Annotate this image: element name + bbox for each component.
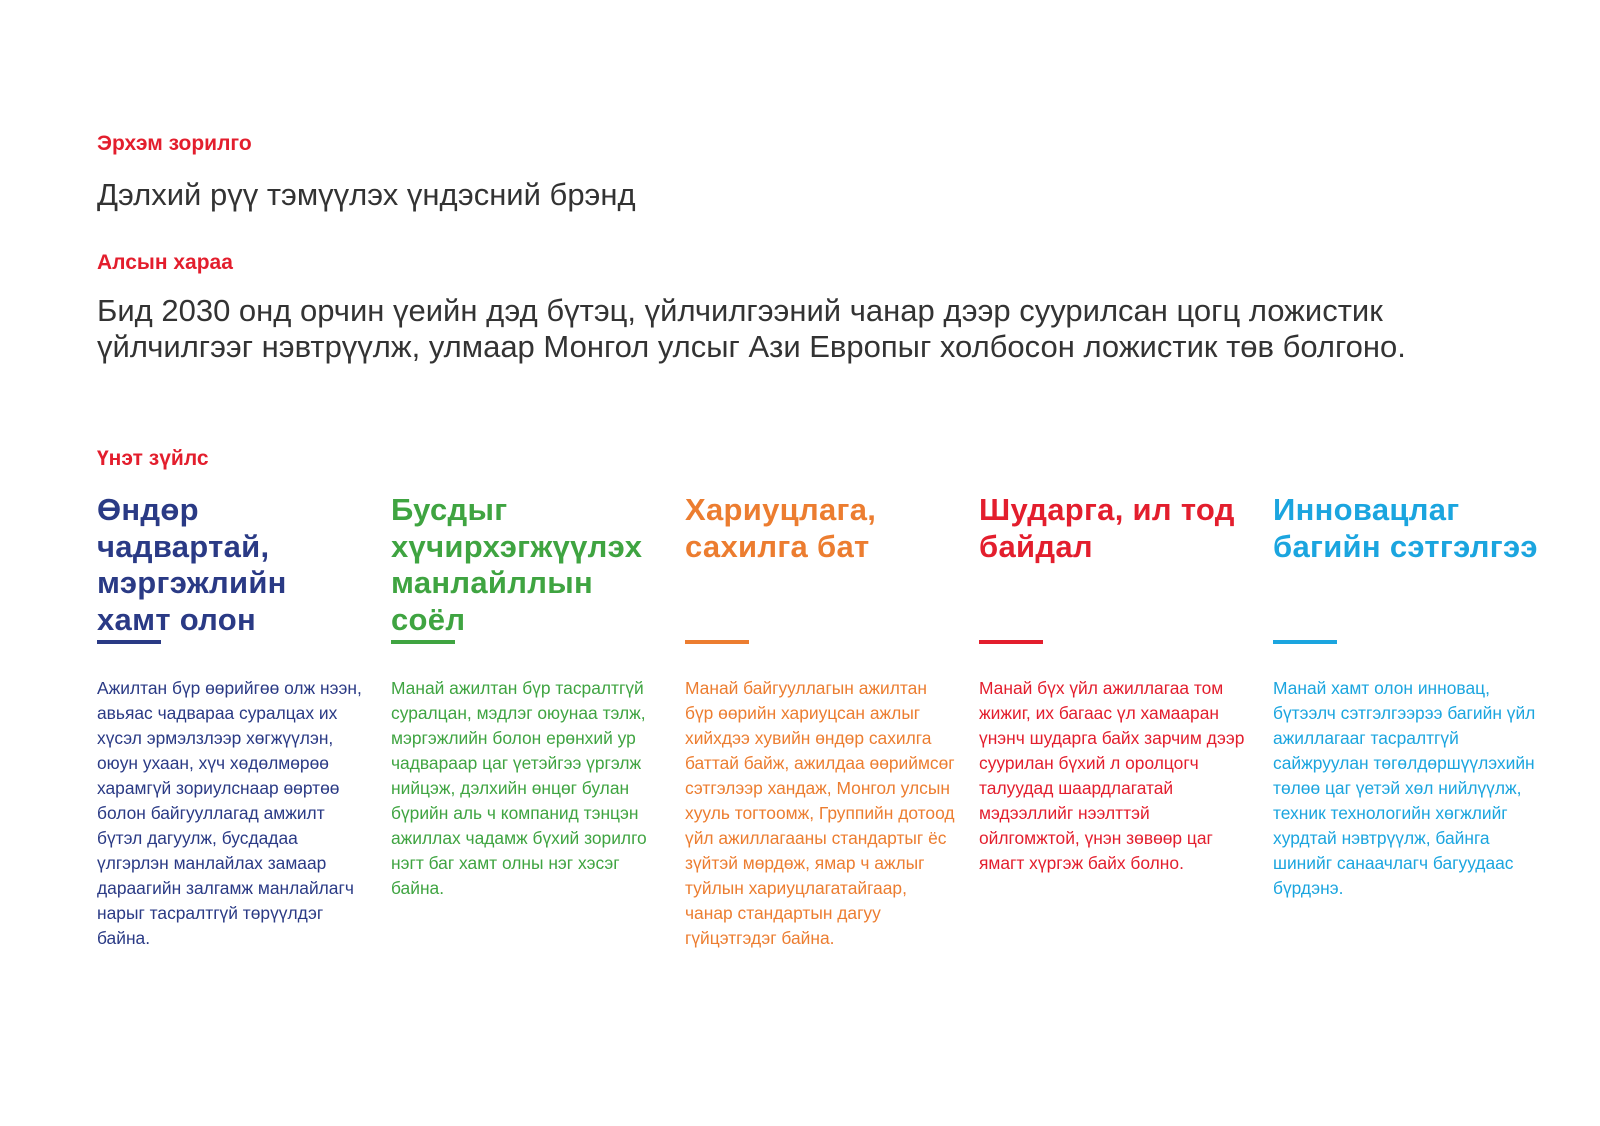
value-description: Ажилтан бүр өөрийгөө олж нээн, авьяас чадвараа суралцах их хүсэл эрмэлзлээр хөгжүүлэн, оюун ухаан, хүч хөдөлмөрөө харамгүй зориулснаар өөртөө болон байгууллагад амжилт бүтэл дагуулж, бусдадаа үлгэрлэн манлайлах замаар дараагийн залгамж манлайлагч нарыг тасралтгүй төрүүлдэг байна.	[97, 678, 362, 948]
value-accent-bar	[391, 640, 455, 644]
value-column-2	[391, 492, 663, 901]
value-title: Бусдыг хүчирхэгжүүлэх манлайллын соёл	[391, 492, 643, 637]
value-column-4	[979, 492, 1251, 876]
value-accent-bar	[97, 640, 161, 644]
value-accent-bar	[1273, 640, 1337, 644]
value-description: Манай бүх үйл ажиллагаа том жижиг, их багаас үл хамааран үнэнч шударга байх зарчим дээр суурилан бүхий л оролцогч талуудад шаардлагатай мэдээллийг нээлттэй ойлгомжтой, үнэн зөвөөр цаг ямагт хүргэж байх болно.	[979, 678, 1245, 873]
values-grid	[97, 492, 1567, 1052]
value-column-5	[1273, 492, 1545, 901]
value-title: Инновацлаг багийн сэтгэлгээ	[1273, 492, 1538, 564]
value-accent-bar	[685, 640, 749, 644]
vision-text: Бид 2030 онд орчин үеийн дэд бүтэц, үйлчилгээний чанар дээр суурилсан цогц ложистик үйлчилгээг нэвтрүүлж, улмаар Монгол улсыг Ази Европыг холбосон ложистик төв болгоно.	[97, 293, 1406, 364]
value-accent-bar	[979, 640, 1043, 644]
value-description: Манай байгууллагын ажилтан бүр өөрийн хариуцсан ажлыг хийхдээ хувийн өндөр сахилга баттай байж, ажилдаа өөриймсөг сэтгэлээр хандаж, Монгол улсын хууль тогтоомж, Группийн дотоод үйл ажиллагааны стандартыг ёс зүйтэй мөрдөж, ямар ч ажлыг туйлын хариуцлагатайгаар, чанар стандартын дагуу гүйцэтгэдэг байна.	[685, 678, 955, 948]
value-description: Манай хамт олон инновац, бүтээлч сэтгэлгээрээ багийн үйл ажиллагааг тасралтгүй сайжруулан төгөлдөршүүлэхийн төлөө цаг үетэй хөл нийлүүлж, техник технологийн хөгжлийг хурдтай нэвтрүүлж, байнга шинийг санаачлагч багуудаас бүрдэнэ.	[1273, 678, 1536, 898]
value-column-1	[97, 492, 369, 951]
value-title: Хариуцлага, сахилга бат	[685, 492, 877, 564]
vision-label: Алсын хараа	[97, 251, 233, 274]
values-label: Үнэт зүйлс	[97, 447, 209, 470]
value-column-3	[685, 492, 957, 951]
mission-label: Эрхэм зорилго	[97, 132, 252, 155]
mission-text: Дэлхий рүү тэмүүлэх үндэсний брэнд	[97, 177, 636, 212]
value-title: Шударга, ил тод байдал	[979, 492, 1235, 564]
value-description: Манай ажилтан бүр тасралтгүй суралцан, мэдлэг оюунаа тэлж, мэргэжлийн болон ерөнхий ур чадвараар цаг үетэйгээ үргэлж нийцэж, дэлхийн өнцөг булан бүрийн аль ч компанид тэнцэн ажиллах чадамж бүхий зорилго нэгт баг хамт олны нэг хэсэг байна.	[391, 678, 647, 898]
value-title: Өндөр чадвартай, мэргэжлийн хамт олон	[97, 492, 287, 637]
